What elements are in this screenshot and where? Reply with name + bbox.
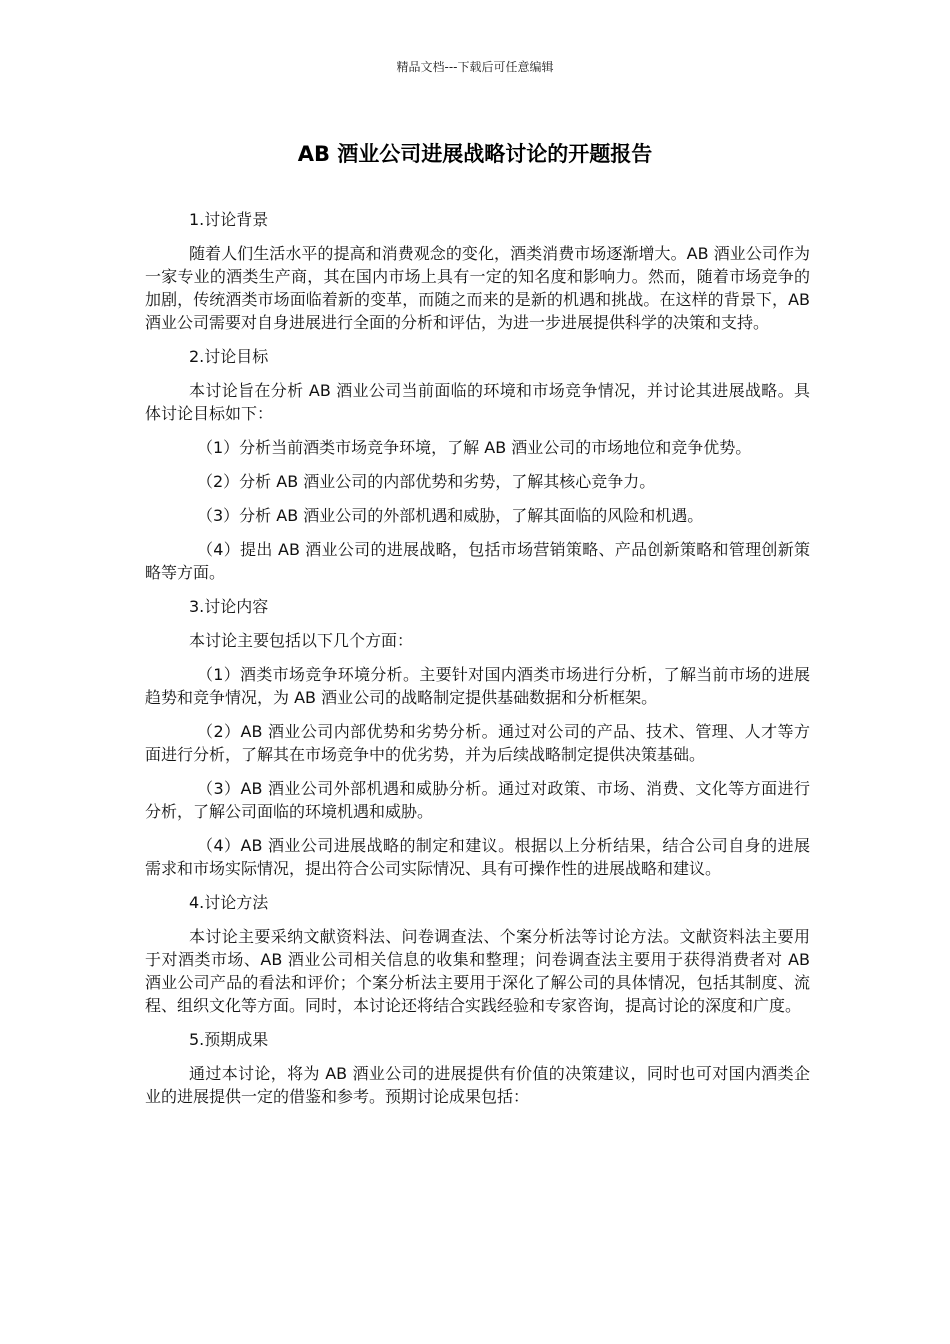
objective-item-2: （2）分析 AB 酒业公司的内部优势和劣势，了解其核心竞争力。 bbox=[197, 472, 656, 491]
content-item-3: （3）AB 酒业公司外部机遇和威胁分析。通过对政策、市场、消费、文化等方面进行分析，了解公司面临的环境机遇和威胁。 bbox=[145, 779, 810, 821]
section-heading-methods: 4.讨论方法 bbox=[189, 893, 269, 912]
section-paragraph-objectives: 本讨论旨在分析 AB 酒业公司当前面临的环境和市场竞争情况，并讨论其进展战略。具体讨论目标如下： bbox=[145, 381, 810, 423]
section-heading-objectives: 2.讨论目标 bbox=[189, 347, 269, 366]
document-body bbox=[145, 208, 810, 1119]
content-item-4: （4）AB 酒业公司进展战略的制定和建议。根据以上分析结果，结合公司自身的进展需求和市场实际情况，提出符合公司实际情况、具有可操作性的进展战略和建议。 bbox=[145, 836, 810, 878]
objective-item-4: （4）提出 AB 酒业公司的进展战略，包括市场营销策略、产品创新策略和管理创新策略等方面。 bbox=[145, 540, 810, 582]
section-heading-content: 3.讨论内容 bbox=[189, 597, 269, 616]
content-item-1: （1）酒类市场竞争环境分析。主要针对国内酒类市场进行分析，了解当前市场的进展趋势和竞争情况，为 AB 酒业公司的战略制定提供基础数据和分析框架。 bbox=[145, 665, 810, 707]
section-paragraph-content: 本讨论主要包括以下几个方面： bbox=[189, 631, 414, 650]
section-heading-outcomes: 5.预期成果 bbox=[189, 1030, 269, 1049]
section-paragraph-background: 随着人们生活水平的提高和消费观念的变化，酒类消费市场逐渐增大。AB 酒业公司作为一家专业的酒类生产商，其在国内市场上具有一定的知名度和影响力。然而，随着市场竞争的加剧，传统酒类市场面临着新的变革，而随之而来的是新的机遇和挑战。在这样的背景下，AB 酒业公司需要对自身进展进行全面的分析和评估，为进一步进展提供科学的决策和支持。 bbox=[145, 244, 810, 332]
content-item-2: （2）AB 酒业公司内部优势和劣势分析。通过对公司的产品、技术、管理、人才等方面进行分析，了解其在市场竞争中的优劣势，并为后续战略制定提供决策基础。 bbox=[145, 722, 810, 764]
section-paragraph-methods: 本讨论主要采纳文献资料法、问卷调查法、个案分析法等讨论方法。文献资料法主要用于对酒类市场、AB 酒业公司相关信息的收集和整理；问卷调查法主要用于获得消费者对 AB 酒业公司产品的看法和评价；个案分析法主要用于深化了解公司的具体情况，包括其制度、流程、组织文化等方面。同时，本讨论还将结合实践经验和专家咨询，提高讨论的深度和广度。 bbox=[145, 927, 810, 1015]
objective-item-1: （1）分析当前酒类市场竞争环境，了解 AB 酒业公司的市场地位和竞争优势。 bbox=[197, 438, 752, 457]
objective-item-3: （3）分析 AB 酒业公司的外部机遇和威胁，了解其面临的风险和机遇。 bbox=[197, 506, 704, 525]
section-heading-background: 1.讨论背景 bbox=[189, 210, 269, 229]
header-note: 精品文档---下载后可任意编辑 bbox=[396, 60, 554, 74]
document-title: AB 酒业公司进展战略讨论的开题报告 bbox=[297, 142, 653, 166]
section-paragraph-outcomes: 通过本讨论，将为 AB 酒业公司的进展提供有价值的决策建议，同时也可对国内酒类企业的进展提供一定的借鉴和参考。预期讨论成果包括： bbox=[145, 1064, 810, 1106]
